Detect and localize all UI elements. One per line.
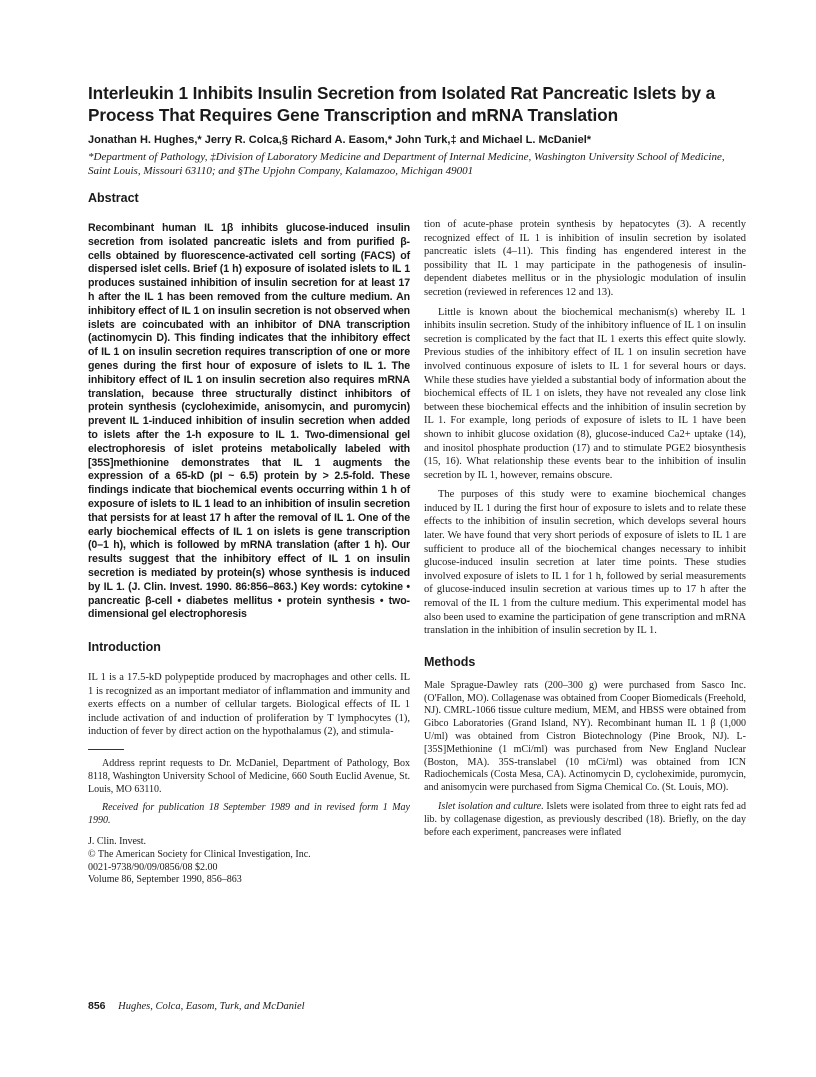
islet-isolation-runin: Islet isolation and culture. bbox=[438, 800, 544, 812]
received-date: Received for publication 18 September 1989 and in revised form 1 May 1990. bbox=[88, 802, 410, 827]
copyright-line: © The American Society for Clinical Investigation, Inc. bbox=[88, 848, 311, 860]
journal-info bbox=[88, 836, 410, 887]
introduction-paragraph-1: IL 1 is a 17.5-kD polypeptide produced by macrophages and other cells. IL 1 is recognized as an important mediator of inflammation and immunity and exerts effects on a number of cellular targets. Biological effects of IL 1 include activation of and induction of proliferation by T lymphocytes (1), induction of fever by direct action on the hypothalamus (2), and stimula- bbox=[88, 672, 410, 738]
introduction-paragraph-3: The purposes of this study were to examine biochemical changes induced by IL 1 during the first hour of exposure to islets and to relate these effects to the inhibition of insulin secretion, which develops several hours later. We have found that very short periods of exposure of islets to IL 1 are sufficient to produce all of the biochemical changes necessary to inhibit glucose-induced insulin secretion at later time points. These studies involved exposure of islets to IL 1 for 1 h, followed by serial measurements of glucose-induced insulin secretion at various times up to 17 h after the removal of the IL 1 from the culture medium. This experimental model has also been used to examine the participation of gene transcription and mRNA translation in the inhibition of insulin secretion by IL 1. bbox=[424, 489, 746, 637]
author-list: Jonathan H. Hughes,* Jerry R. Colca,§ Richard A. Easom,* John Turk,‡ and Michael L. McDaniel* bbox=[88, 134, 592, 146]
introduction-paragraph-1-cont: tion of acute-phase protein synthesis by hepatocytes (3). A recently recognized effect of IL 1 is inhibition of insulin secretion by isolated pancreatic islets (4–11). This finding has engendered interest in the possibility that IL 1 may participate in the pathogenesis of insulin-dependent diabetes mellitus or in the physiologic modulation of insulin secretion (reviewed in references 12 and 13). bbox=[424, 219, 746, 298]
article-title: Interleukin 1 Inhibits Insulin Secretion from Isolated Rat Pancreatic Islets by a Process That Requires Gene Transcription and mRNA Translation bbox=[88, 83, 716, 125]
journal-name: J. Clin. Invest. bbox=[88, 836, 147, 848]
abstract-heading: Abstract bbox=[88, 191, 139, 205]
page-number: 856 bbox=[88, 1000, 106, 1012]
methods-paragraph-2 bbox=[424, 801, 746, 839]
introduction-paragraph-2: Little is known about the biochemical mechanism(s) whereby IL 1 inhibits insulin secretion. Study of the inhibitory influence of IL 1 on insulin secretion is complicated by the fact that IL 1 exerts this effect quite slowly. Previous studies of the inhibitory effect of IL 1 on insulin secretion have involved continuous exposure of islets to IL 1 for several hours or days. While these studies have yielded a substantial body of information about the biochemical effects of IL 1 on islets, they have not revealed any close link between these biochemical effects and the inhibition of insulin secretion by IL 1. For example, long periods of exposure of islets to IL 1 have been shown to inhibit glucose oxidation (8), glucose-induced Ca2+ uptake (14), and inositol phosphate production (17) and to stimulate PGE2 biosynthesis (15, 16). What relationship these events bear to the inhibition of insulin secretion by IL 1, however, remains obscure. bbox=[424, 306, 746, 481]
left-column bbox=[88, 190, 410, 887]
methods-paragraph-2-text: Islets were isolated from three to eight rats fed ad lib. by collagenase digestion, as previously described (18). Briefly, on the day before each experiment, pancreases were inflated bbox=[424, 800, 746, 838]
affiliations: *Department of Pathology, ‡Division of Laboratory Medicine and Department of Internal Medicine, Washington University School of Medicine, Saint Louis, Missouri 63110; and §The Upjohn Company, Kalamazoo, Michigan 49001 bbox=[88, 151, 725, 177]
article-header bbox=[88, 82, 738, 178]
introduction-heading: Introduction bbox=[88, 640, 161, 655]
methods-paragraph-1: Male Sprague-Dawley rats (200–300 g) were purchased from Sasco Inc. (O'Fallon, MO). Collagenase was obtained from Cooper Biomedicals (Freehold, NJ). CMRL-1066 tissue culture medium, MEM, and HBSS were obtained from Gibco Laboratories (Grand Island, NY). Recombinant human IL 1 β (1,000 U/ml) was obtained from Cistron Biotechnology (Pine Brook, NJ). L-[35S]Methionine (1 mCi/ml) was purchased from New England Nuclear (Boston, MA). 35S-translabel (10 mCi/ml) was obtained from ICN Radiochemicals (Costa Mesa, CA). Actinomycin D, cycloheximide, puromycin, and anisomycin were purchased from Sigma Chemical Co. (St. Louis, MO). bbox=[424, 679, 746, 794]
right-column bbox=[424, 218, 746, 839]
methods-heading: Methods bbox=[424, 654, 476, 669]
footnote-rule bbox=[88, 749, 124, 750]
running-authors: Hughes, Colca, Easom, Turk, and McDaniel bbox=[118, 1001, 305, 1012]
page-footer bbox=[88, 1000, 305, 1012]
abstract-text: Recombinant human IL 1β inhibits glucose-induced insulin secretion from isolated pancreatic islets and from purified β-cells obtained by fluorescence-activated cell sorting (FACS) of dispersed islet cells. Brief (1 h) exposure of isolated islets to IL 1 produces sustained inhibition of insulin secretion for at least 17 h after the IL 1 has been removed from the culture medium. An inhibitory effect of IL 1 on insulin secretion is not observed when islets are coincubated with an inhibitor of DNA transcription (actinomycin D). This finding indicates that the inhibitory effect of IL 1 on insulin secretion requires transcription of one or more genes during the first hour of exposure of islets to IL 1. The inhibitory effect of IL 1 on insulin secretion also requires mRNA translation, because three structurally distinct inhibitors of protein synthesis (cycloheximide, anisomycin, and puromycin) prevent IL 1-induced inhibition of insulin secretion when added to islets after the 1-h exposure to IL 1. Two-dimensional gel electrophoresis of islet proteins metabolically labeled with [35S]methionine demonstrates that IL 1 augments the expression of a 65-kD (pI ~ 6.5) protein by > 2.5-fold. These findings indicate that biochemical events occurring within 1 h of exposure of islets to IL 1 lead to an inhibition of insulin secretion that persists for at least 17 h after the removal of IL 1. One of the early biochemical effects of IL 1 on islets is gene transcription (0–1 h), which is followed by mRNA translation (after 1 h). Our results suggest that the inhibitory effect of IL 1 on insulin secretion is mediated by protein(s) whose synthesis is induced by IL 1. (J. Clin. Invest. 1990. 86:856–863.) Key words: cytokine • pancreatic β-cell • diabetes mellitus • protein synthesis • two-dimensional gel electrophoresis bbox=[88, 222, 410, 621]
issn-line: 0021-9738/90/09/0856/08 $2.00 bbox=[88, 861, 218, 873]
correspondence-address: Address reprint requests to Dr. McDaniel, Department of Pathology, Box 8118, Washington University School of Medicine, 660 South Euclid Avenue, St. Louis, MO 63110. bbox=[88, 758, 410, 795]
volume-line: Volume 86, September 1990, 856–863 bbox=[88, 874, 242, 886]
